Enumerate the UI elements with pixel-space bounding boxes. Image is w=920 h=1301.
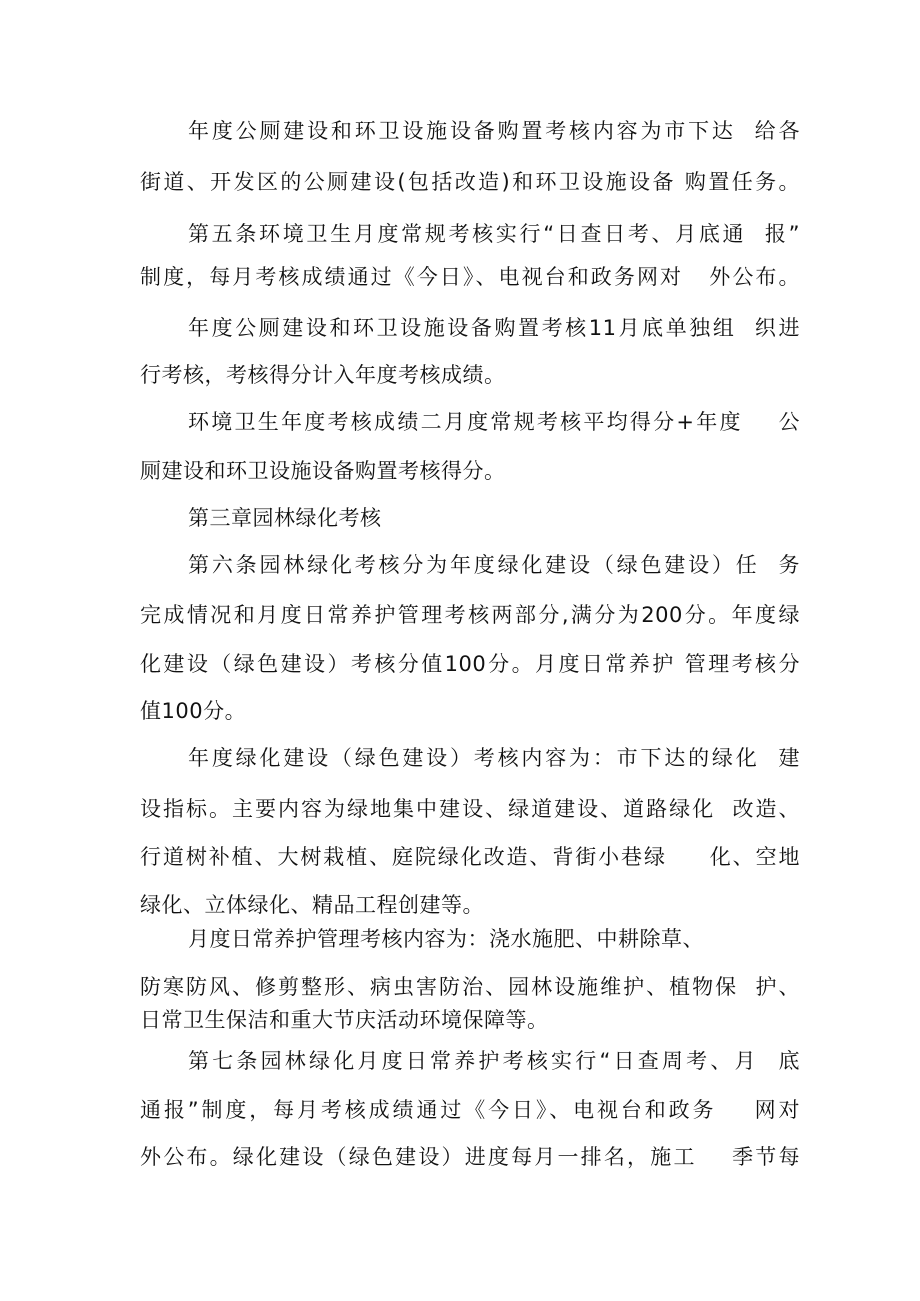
paragraph-line: 第五条环境卫生月度常规考核实行“日查日考、月底通 报” (188, 222, 800, 246)
paragraph-line: 年度公厕建设和环卫设施设备购置考核内容为市下达 给各 (188, 119, 800, 143)
paragraph-line: 化建设（绿色建设）考核分值100分。月度日常养护 管理考核分 (140, 652, 800, 676)
paragraph-line: 行道树补植、大树栽植、庭院绿化改造、背街小巷绿 化、空地 (140, 845, 800, 869)
paragraph-line: 年度绿化建设（绿色建设）考核内容为：市下达的绿化 建 (188, 746, 800, 770)
paragraph-line: 日常卫生保洁和重大节庆活动环境保障等。 (140, 1008, 549, 1032)
paragraph-line: 第六条园林绿化考核分为年度绿化建设（绿色建设）任 务 (188, 553, 800, 577)
paragraph-line: 值100分。 (140, 699, 247, 723)
paragraph-line: 厕建设和环卫设施设备购置考核得分。 (140, 459, 506, 483)
paragraph-line: 街道、开发区的公厕建设(包括改造)和环卫设施设备 购置任务。 (140, 170, 800, 194)
paragraph-line: 外公布。绿化建设（绿色建设）进度每月一排名，施工 季节每 (140, 1145, 800, 1169)
paragraph-line: 月度日常养护管理考核内容为：浇水施肥、中耕除草、 (188, 927, 704, 951)
paragraph-line: 年度公厕建设和环卫设施设备购置考核11月底单独组 织进 (188, 316, 800, 340)
paragraph-line: 环境卫生年度考核成绩二月度常规考核平均得分+年度 公 (188, 410, 800, 434)
chapter-heading: 第三章园林绿化考核 (188, 506, 382, 530)
paragraph-line: 设指标。主要内容为绿地集中建设、绿道建设、道路绿化 改造、 (140, 797, 800, 821)
paragraph-line: 第七条园林绿化月度日常养护考核实行“日查周考、月 底 (188, 1049, 800, 1073)
paragraph-line: 完成情况和月度日常养护管理考核两部分,满分为200分。年度绿 (140, 603, 800, 627)
paragraph-line: 通报”制度，每月考核成绩通过《今日》、电视台和政务 网对 (140, 1098, 800, 1122)
paragraph-line: 绿化、立体绿化、精品工程创建等。 (140, 893, 484, 917)
paragraph-line: 行考核，考核得分计入年度考核成绩。 (140, 363, 506, 387)
paragraph-line: 制度，每月考核成绩通过《今日》、电视台和政务网对 外公布。 (140, 265, 800, 289)
paragraph-line: 防寒防风、修剪整形、病虫害防治、园林设施维护、植物保 护、 (140, 975, 800, 999)
